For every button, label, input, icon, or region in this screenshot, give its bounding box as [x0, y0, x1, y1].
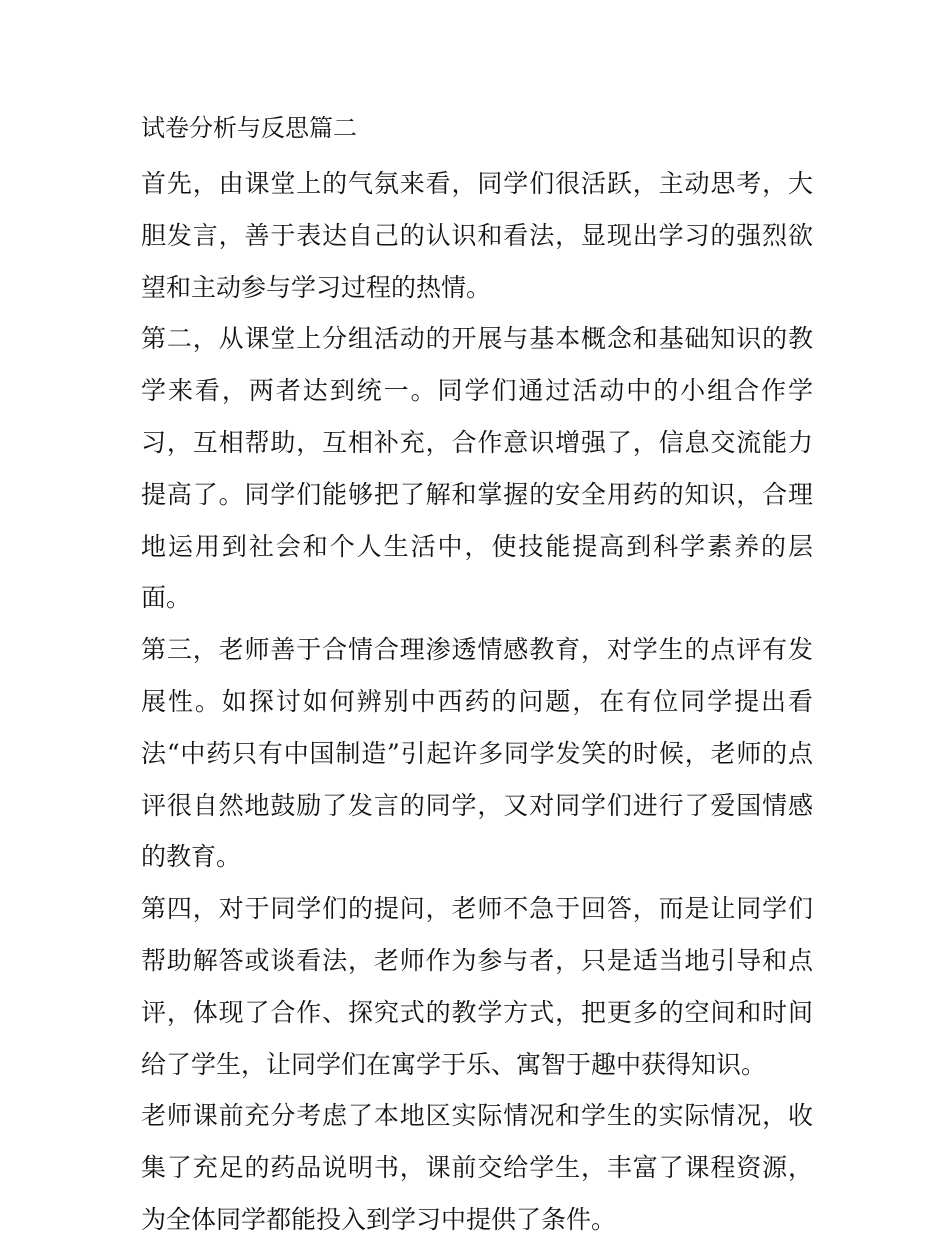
- document-title: 试卷分析与反思篇二: [141, 114, 357, 142]
- document-body: [141, 104, 813, 1246]
- paragraph-fourth: 第四，对于同学们的提问，老师不急于回答，而是让同学们帮助解答或谈看法，老师作为参与者，只是适当地引导和点评，体现了合作、探究式的教学方式，把更多的空间和时间给了学生，让同学们在寓学于乐、寓智于趣中获得知识。: [141, 894, 813, 1079]
- paragraph-third: 第三，老师善于合情合理渗透情感教育，对学生的点评有发展性。如探讨如何辨别中西药的问题，在有位同学提出看法“中药只有中国制造”引起许多同学发笑的时候，老师的点评很自然地鼓励了发言的同学，又对同学们进行了爱国情感的教育。: [141, 635, 813, 872]
- paragraph-second: 第二，从课堂上分组活动的开展与基本概念和基础知识的教学来看，两者达到统一。同学们通过活动中的小组合作学习，互相帮助，互相补充，合作意识增强了，信息交流能力提高了。同学们能够把了解和掌握的安全用药的知识，合理地运用到社会和个人生活中，使技能提高到科学素养的层面。: [141, 324, 813, 613]
- paragraph-teacher-preparation: 老师课前充分考虑了本地区实际情况和学生的实际情况，收集了充足的药品说明书，课前交给学生，丰富了课程资源，为全体同学都能投入到学习中提供了条件。: [141, 1101, 813, 1234]
- paragraph-first: 首先，由课堂上的气氛来看，同学们很活跃，主动思考，大胆发言，善于表达自己的认识和看法，显现出学习的强烈欲望和主动参与学习过程的热情。: [141, 169, 813, 302]
